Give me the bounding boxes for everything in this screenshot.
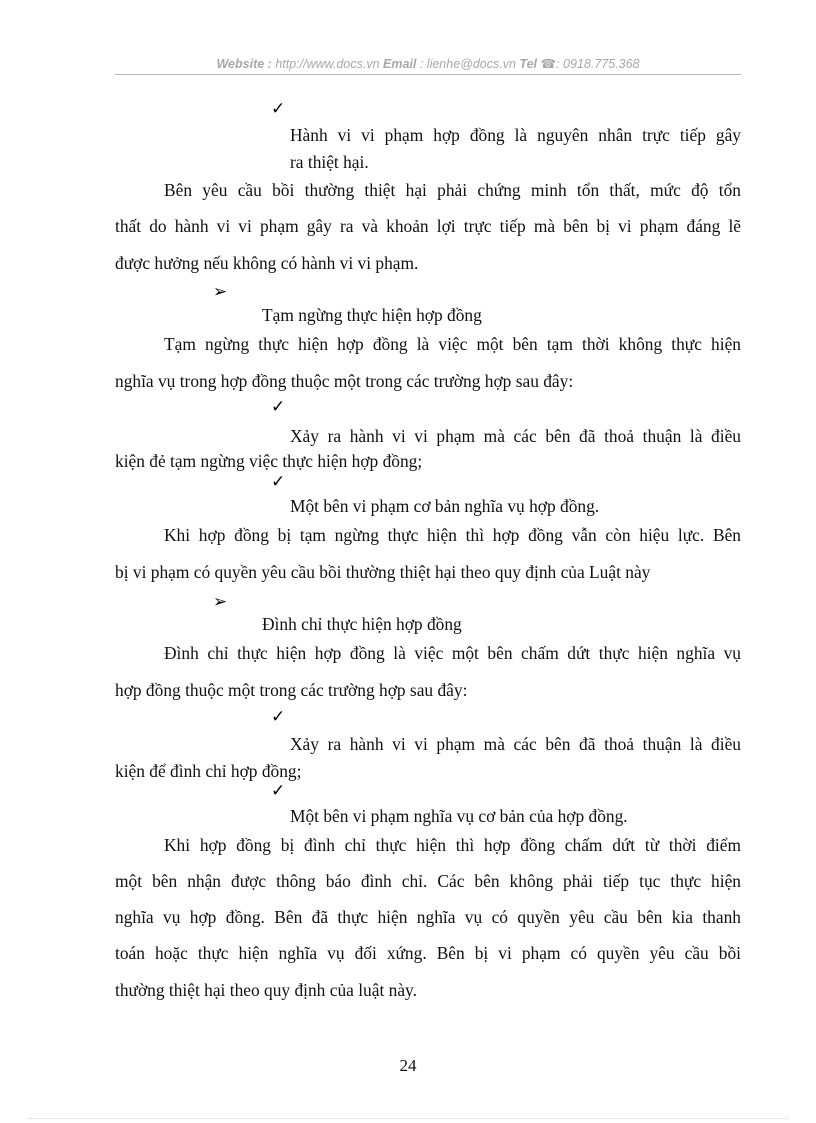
page-header [115, 56, 741, 71]
paragraph-line: thất do hành vi vi phạm gây ra và khoản lợi trực tiếp mà bên bị vi phạm đáng lẽ [115, 216, 741, 236]
section-heading-suspension: Tạm ngừng thực hiện hợp đồng [262, 305, 482, 325]
paragraph-line: Khi hợp đồng bị tạm ngừng thực hiện thì hợp đồng vẫn còn hiệu lực. Bên [164, 525, 741, 545]
paragraph-line: Xảy ra hành vi vi phạm mà các bên đã thoả thuận là điều [290, 734, 741, 754]
tel-label: Tel [519, 57, 538, 71]
paragraph-line: Bên yêu cầu bồi thường thiệt hại phải chứng minh tổn thất, mức độ tổn [164, 180, 741, 200]
paragraph-line: kiện để đình chỉ hợp đồng; [115, 761, 302, 781]
paragraph-line: Hành vi vi phạm hợp đồng là nguyên nhân trực tiếp gây [290, 125, 741, 145]
paragraph-line: Đình chỉ thực hiện hợp đồng là việc một bên chấm dứt thực hiện nghĩa vụ [164, 643, 741, 663]
paragraph-line: kiện đẻ tạm ngừng việc thực hiện hợp đồng; [115, 451, 423, 471]
tel-number: : 0918.775.368 [556, 57, 640, 71]
check-icon: ✓ [271, 781, 286, 801]
check-icon: ✓ [271, 397, 286, 417]
check-icon: ✓ [271, 472, 286, 492]
paragraph-line: một bên nhận được thông báo đình chỉ. Các bên không phải tiếp tục thực hiện [115, 871, 741, 891]
paragraph-line: toán hoặc thực hiện nghĩa vụ đối xứng. Bên bị vi phạm có quyền yêu cầu bồi [115, 943, 741, 963]
paragraph-line: thường thiệt hại theo quy định của luật này. [115, 980, 417, 1000]
check-icon: ✓ [271, 99, 286, 119]
footer-divider [28, 1118, 788, 1119]
paragraph-line: Khi hợp đồng bị đình chỉ thực hiện thì hợp đồng chấm dứt từ thời điểm [164, 835, 741, 855]
website-label: Website : [216, 57, 272, 71]
paragraph-line: bị vi phạm có quyền yêu cầu bồi thường thiệt hại theo quy định của Luật này [115, 562, 651, 582]
section-heading-termination: Đình chỉ thực hiện hợp đồng [262, 614, 462, 634]
paragraph-line: được hưởng nếu không có hành vi vi phạm. [115, 253, 419, 273]
arrow-bullet-icon: ➢ [213, 282, 228, 302]
header-divider [115, 74, 741, 75]
paragraph-line: Xảy ra hành vi vi phạm mà các bên đã thoả thuận là điều [290, 426, 741, 446]
paragraph-line: Một bên vi phạm cơ bản nghĩa vụ hợp đồng. [290, 496, 600, 516]
page-number: 24 [399, 1056, 417, 1075]
paragraph-line: nghĩa vụ hợp đồng. Bên đã thực hiện nghĩa vụ có quyền yêu cầu bên kia thanh [115, 907, 741, 927]
paragraph-line: ra thiệt hại. [290, 152, 369, 172]
check-icon: ✓ [271, 707, 286, 727]
arrow-bullet-icon: ➢ [213, 592, 228, 612]
paragraph-line: nghĩa vụ trong hợp đồng thuộc một trong các trường hợp sau đây: [115, 371, 574, 391]
paragraph-line: hợp đồng thuộc một trong các trường hợp sau đây: [115, 680, 468, 700]
paragraph-line: Một bên vi phạm nghĩa vụ cơ bản của hợp đồng. [290, 806, 628, 826]
website-url[interactable]: http://www.docs.vn [275, 57, 380, 71]
paragraph-line: Tạm ngừng thực hiện hợp đồng là việc một bên tạm thời không thực hiện [164, 334, 741, 354]
phone-icon: ☎ [540, 57, 557, 71]
email-address[interactable]: : lienhe@docs.vn [419, 57, 516, 71]
email-label: Email [383, 57, 417, 71]
